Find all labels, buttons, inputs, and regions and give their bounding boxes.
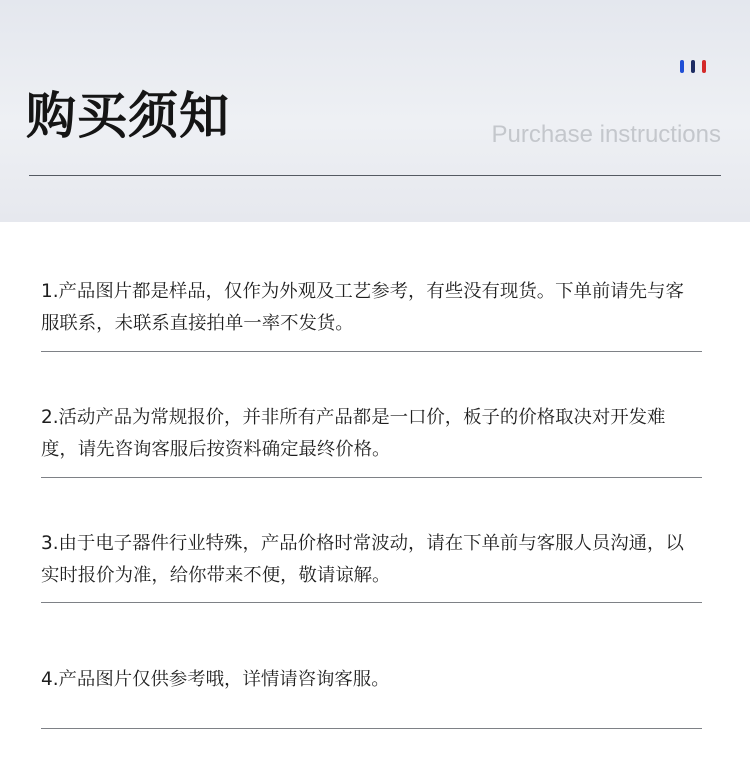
- notice-text: 3.由于电子器件行业特殊，产品价格时常波动，请在下单前与客服人员沟通，以实时报价为准，给你带来不便，敬请谅解。: [41, 533, 684, 586]
- header-divider: [29, 175, 721, 176]
- notice-text: 1.产品图片都是样品，仅作为外观及工艺参考，有些没有现货。下单前请先与客服联系，未联系直接拍单一率不发货。: [41, 281, 684, 334]
- flag-stripe-red: [702, 60, 706, 73]
- page-title: 购买须知: [26, 87, 230, 145]
- notice-item-2: [41, 402, 702, 466]
- notice-item-1: [41, 276, 702, 340]
- header-banner: [0, 0, 750, 222]
- notice-text: 4.产品图片仅供参考哦，详情请咨询客服。: [41, 669, 390, 690]
- flag-stripes-icon: [680, 60, 706, 73]
- divider: [41, 351, 702, 352]
- divider: [41, 728, 702, 729]
- divider: [41, 477, 702, 478]
- flag-stripe-blue: [680, 60, 684, 73]
- divider: [41, 602, 702, 603]
- flag-stripe-navy: [691, 60, 695, 73]
- notice-item-4: [41, 664, 702, 696]
- notice-item-3: [41, 528, 702, 592]
- page-subtitle: Purchase instructions: [491, 121, 721, 148]
- notice-text: 2.活动产品为常规报价，并非所有产品都是一口价，板子的价格取决对开发难度，请先咨询客服后按资料确定最终价格。: [41, 407, 666, 460]
